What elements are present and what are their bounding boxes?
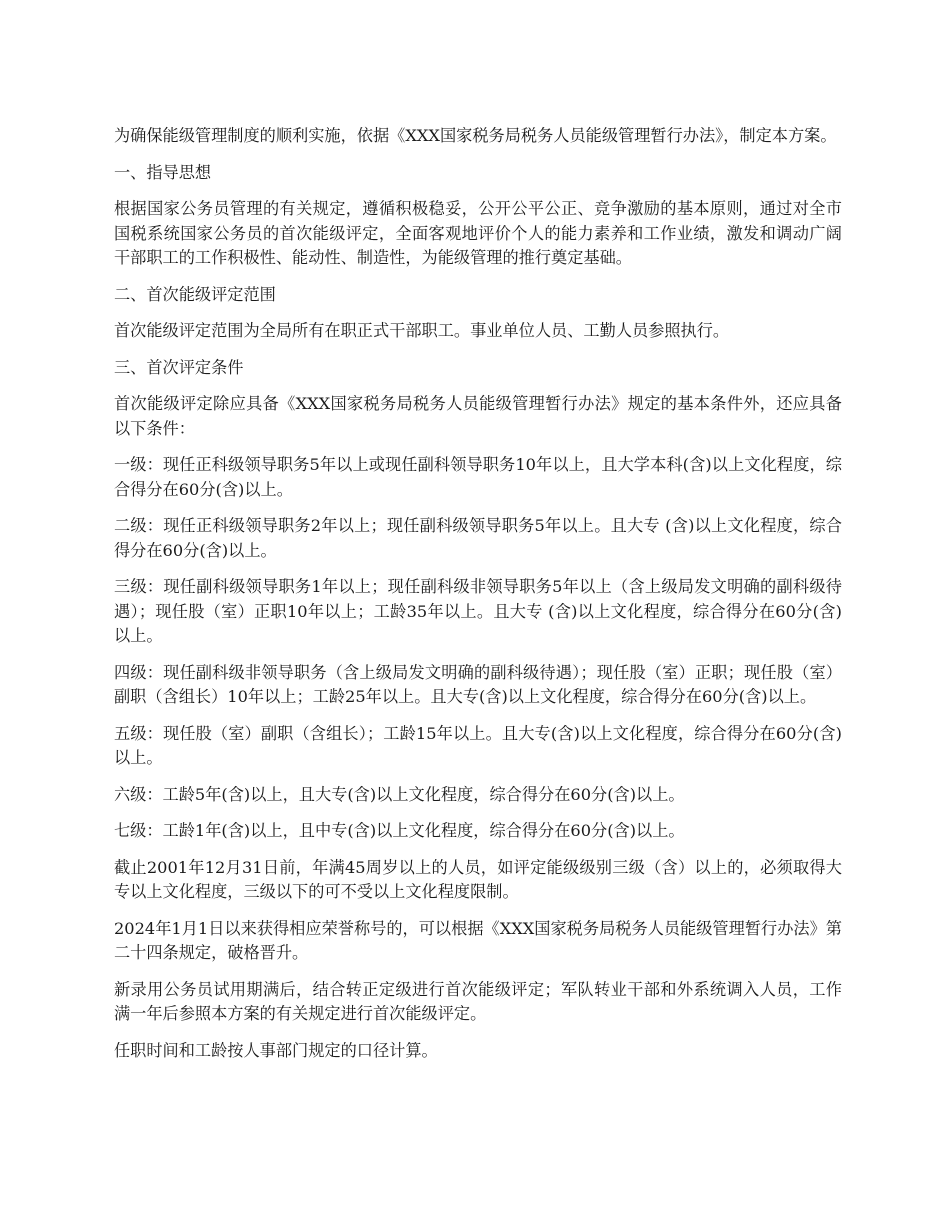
- paragraph-level-3: 三级：现任副科级领导职务1年以上；现任副科级非领导职务5年以上（含上级局发文明确的副科级待遇）；现任股（室）正职10年以上；工龄35年以上。且大专 (含)以上文化程度，综合得分在60分(含)以上。: [114, 577, 842, 645]
- paragraph-level-1: 一级：现任正科级领导职务5年以上或现任副科领导职务10年以上，且大学本科(含)以上文化程度，综合得分在60分(含)以上。: [114, 455, 842, 499]
- paragraph-honor-rule: 2024年1月1日以来获得相应荣誉称号的，可以根据《XXX国家税务局税务人员能级管理暂行办法》第二十四条规定，破格晋升。: [114, 918, 842, 962]
- paragraph-guiding-ideology: 根据国家公务员管理的有关规定，遵循积极稳妥，公开公平公正、竞争激励的基本原则，通过对全市国税系统国家公务员的首次能级评定，全面客观地评价个人的能力素养和工作业绩，激发和调动广阔干部职工的工作积极性、能动性、制造性，为能级管理的推行奠定基础。: [114, 199, 842, 267]
- paragraph-level-4: 四级：现任副科级非领导职务（含上级局发文明确的副科级待遇）；现任股（室）正职；现任股（室）副职（含组长）10年以上；工龄25年以上。且大专(含)以上文化程度，综合得分在60分(含)以上。: [114, 662, 842, 706]
- paragraph-tenure-calculation: 任职时间和工龄按人事部门规定的口径计算。: [114, 1040, 438, 1060]
- section-heading-guiding-ideology: 一、指导思想: [114, 162, 212, 182]
- paragraph-scope: 首次能级评定范围为全局所有在职正式干部职工。事业单位人员、工勤人员参照执行。: [114, 321, 730, 340]
- paragraph-conditions-intro: 首次能级评定除应具备《XXX国家税务局税务人员能级管理暂行办法》规定的基本条件外，还应具备以下条件：: [114, 394, 842, 438]
- section-heading-conditions: 三、首次评定条件: [114, 357, 244, 377]
- section-heading-scope: 二、首次能级评定范围: [114, 284, 276, 304]
- intro-paragraph: 为确保能级管理制度的顺利实施，依据《XXX国家税务局税务人员能级管理暂行办法》，制定本方案。: [114, 126, 837, 145]
- paragraph-level-5: 五级：现任股（室）副职（含组长）；工龄15年以上。且大专(含)以上文化程度，综合得分在60分(含)以上。: [114, 723, 842, 767]
- document-body: [114, 124, 842, 1075]
- paragraph-new-recruits: 新录用公务员试用期满后，结合转正定级进行首次能级评定；军队转业干部和外系统调入人员，工作满一年后参照本方案的有关规定进行首次能级评定。: [114, 979, 842, 1023]
- paragraph-level-6: 六级：工龄5年(含)以上，且大专(含)以上文化程度，综合得分在60分(含)以上。: [114, 784, 685, 804]
- paragraph-level-2: 二级：现任正科级领导职务2年以上；现任副科级领导职务5年以上。且大专 (含)以上文化程度，综合得分在60分(含)以上。: [114, 516, 842, 560]
- paragraph-level-7: 七级：工龄1年(含)以上，且中专(含)以上文化程度，综合得分在60分(含)以上。: [114, 821, 685, 840]
- paragraph-age-rule: 截止2001年12月31日前，年满45周岁以上的人员，如评定能级级别三级（含）以上的，必须取得大专以上文化程度，三级以下的可不受以上文化程度限制。: [114, 857, 842, 901]
